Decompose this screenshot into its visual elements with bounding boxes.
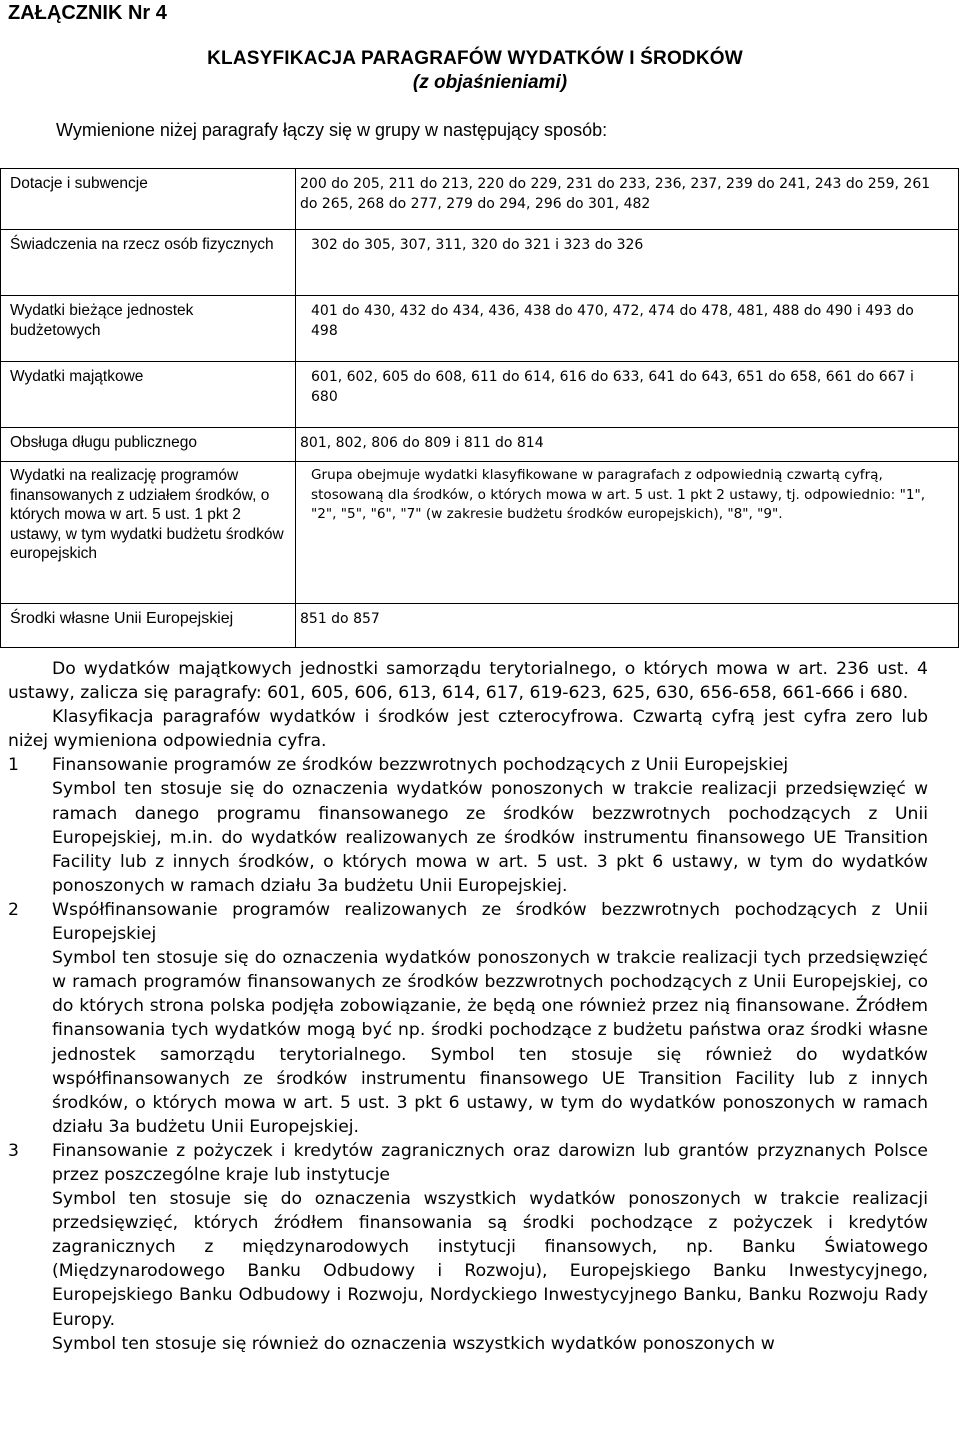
item-text: Symbol ten stosuje się do oznaczenia wydatków ponoszonych w trakcie realizacji przedsięwzięć w ramach danego programu finansowanego ze środków bezzwrotnych pochodzących z Unii Europejskiej, m.in. do wydatków realizowanych ze środków instrumentu finansowego UE Transition Facility lub z innych środków, o których mowa w art. 5 ust. 3 pkt 6 ustawy, w tym do wydatków ponoszonych w ramach działu 3a budżetu Unii Europejskiej.: [52, 779, 928, 896]
document-title: KLASYFIKACJA PARAGRAFÓW WYDATKÓW I ŚRODKÓW: [207, 48, 743, 69]
item-title: Finansowanie programów ze środków bezzwrotnych pochodzących z Unii Europejskiej: [52, 755, 789, 776]
list-item: [8, 898, 928, 1139]
table-row: [1, 362, 959, 428]
group-label: Wydatki na realizację programów finansowanych z udziałem środków, o których mowa w art. 5 ust. 1 pkt 2 ustawy, w tym wydatki budżetu środków europejskich: [1, 462, 296, 604]
group-label: Wydatki bieżące jednostek budżetowych: [1, 296, 296, 362]
group-label: Środki własne Unii Europejskiej: [1, 604, 296, 648]
group-label: Obsługa długu publicznego: [1, 428, 296, 462]
group-label: Dotacje i subwencje: [1, 169, 296, 230]
table-row: [1, 169, 959, 230]
group-value: Grupa obejmuje wydatki klasyfikowane w paragrafach z odpowiednią czwartą cyfrą, stosowaną dla środków, o których mowa w art. 5 ust. 1 pkt 2 ustawy, tj. odpowiednio: "1", "2", "5", "6", "7" (w zakresie budżetu środków europejskich), "8", "9".: [296, 462, 959, 604]
item-number: 1: [8, 755, 19, 776]
group-label: Wydatki majątkowe: [1, 362, 296, 428]
group-value: 801, 802, 806 do 809 i 811 do 814: [296, 428, 959, 462]
annex-header: ZAŁĄCZNIK Nr 4: [8, 2, 167, 24]
table-row: [1, 428, 959, 462]
intro-text: Wymienione niżej paragrafy łączy się w grupy w następujący sposób:: [56, 120, 608, 140]
table-row: [1, 462, 959, 604]
table-row: [1, 604, 959, 648]
group-value: 200 do 205, 211 do 213, 220 do 229, 231 do 233, 236, 237, 239 do 241, 243 do 259, 261 do 265, 268 do 277, 279 do 294, 296 do 301, 482: [296, 169, 959, 230]
list-item: [8, 1139, 928, 1356]
item-text: Symbol ten stosuje się do oznaczenia wszystkich wydatków ponoszonych w trakcie realizacji przedsięwzięć, których źródłem finansowania są środki pochodzące z pożyczek i kredytów zagranicznych z międzynarodowych instytucji finansowych, np. Banku Światowego (Międzynarodowego Banku Odbudowy i Rozwoju), Europejskiego Banku Inwestycyjnego, Europejskiego Banku Odbudowy i Rozwoju, Nordyckiego Inwestycyjnego Banku, Banku Rozwoju Rady Europy.: [52, 1189, 928, 1330]
group-value: 601, 602, 605 do 608, 611 do 614, 616 do 633, 641 do 643, 651 do 658, 661 do 667 i 680: [296, 362, 959, 428]
item-text-continued: Symbol ten stosuje się również do oznaczenia wszystkich wydatków ponoszonych w: [52, 1333, 775, 1354]
table-row: [1, 230, 959, 296]
group-value: 302 do 305, 307, 311, 320 do 321 i 323 do 326: [296, 230, 959, 296]
item-title: Finansowanie z pożyczek i kredytów zagranicznych oraz darowizn lub grantów przyznanych Polsce przez poszczególne kraje lub instytucje: [52, 1140, 928, 1185]
list-item: [8, 753, 928, 898]
group-label: Świadczenia na rzecz osób fizycznych: [1, 230, 296, 296]
body-text: [8, 657, 928, 1356]
item-number: 2: [8, 899, 19, 920]
group-value: 851 do 857: [296, 604, 959, 648]
item-title: Współfinansowanie programów realizowanych ze środków bezzwrotnych pochodzących z Unii Europejskiej: [52, 899, 928, 945]
group-value: 401 do 430, 432 do 434, 436, 438 do 470, 472, 474 do 478, 481, 488 do 490 i 493 do 498: [296, 296, 959, 362]
item-text: Symbol ten stosuje się do oznaczenia wydatków ponoszonych w trakcie realizacji tych przedsięwzięć w ramach programów finansowanych ze środków bezzwrotnych pochodzących z Unii Europejskiej, co do których strona polska podjęła zobowiązanie, że będą one również przez nią finansowane. Źródłem finansowania tych wydatków mogą być np. środki pochodzące z budżetu państwa oraz środki własne jednostek samorządu terytorialnego. Symbol ten stosuje się również do wydatków współfinansowanych ze środków instrumentu finansowego UE Transition Facility lub z innych środków, o których mowa w art. 5 ust. 3 pkt 6 ustawy, w tym do wydatków ponoszonych w ramach działu 3a budżetu Unii Europejskiej.: [52, 948, 928, 1137]
groups-table: [0, 168, 959, 648]
paragraph-majatkowe: Do wydatków majątkowych jednostki samorządu terytorialnego, o których mowa w art. 236 ust. 4 ustawy, zalicza się paragrafy: 601, 605, 606, 613, 614, 617, 619-623, 625, 630, 656-658, 661-666 i 680.: [8, 659, 928, 704]
paragraph-klasyfikacja: Klasyfikacja paragrafów wydatków i środków jest czterocyfrowa. Czwartą cyfrą jest cyfra zero lub niżej wymieniona odpowiednia cyfra.: [8, 707, 928, 752]
table-row: [1, 296, 959, 362]
item-number: 3: [8, 1140, 19, 1161]
document-subtitle: (z objaśnieniami): [412, 72, 568, 93]
